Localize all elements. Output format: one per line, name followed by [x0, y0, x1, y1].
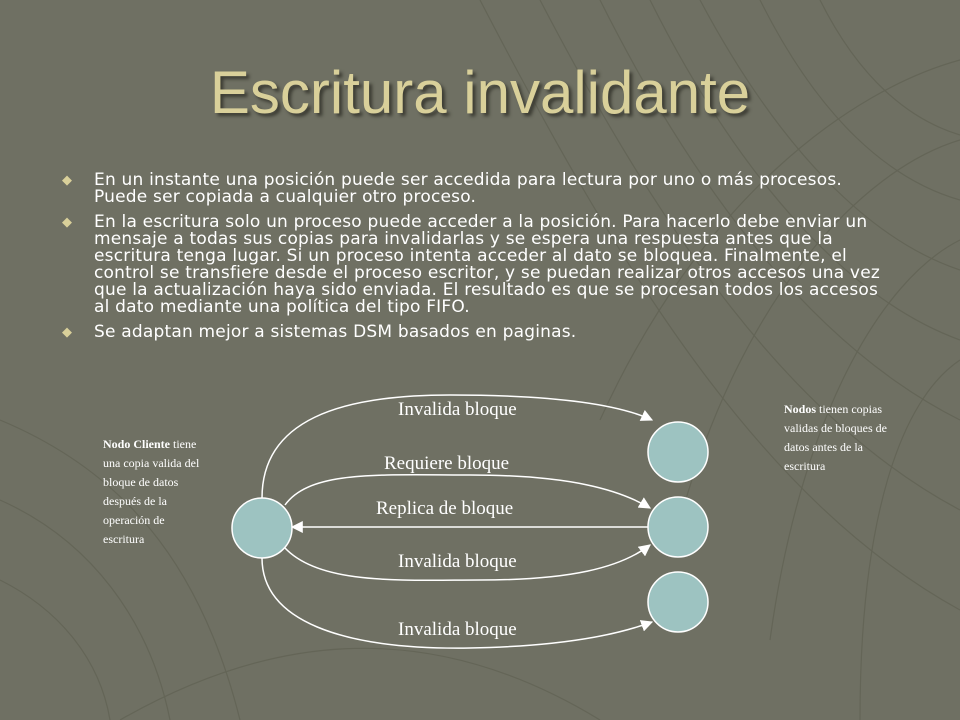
client-note-text: tiene una copia valida del bloque de datos después de la operación de escritura: [103, 437, 200, 546]
bullet-text: En la escritura solo un proceso puede acceder a la posición. Para hacerlo debe enviar un mensaje a todas sus copias para invalidarlas y se espera una respuesta antes que la escritura tenga lugar. Si un proceso intenta acceder al dato se bloquea. Finalmente, el control se transfiere desde el proceso escritor, y se puedan realizar otros accesos una vez que la actualización haya sido enviada. El resultado es que se procesan todos los accesos al dato mediante una política del tipo FIFO.: [94, 212, 880, 317]
diamond-bullet-icon: ◆: [62, 325, 73, 340]
arrow-label-request: Requiere bloque: [384, 453, 510, 474]
arrow-label-invalidate-bottom: Invalida bloque: [398, 619, 517, 640]
copy-node-2: [648, 497, 708, 557]
arrow-label-replica: Replica de bloque: [376, 498, 514, 519]
copy-nodes-note: [784, 400, 896, 476]
nodes-note-bold: Nodos: [784, 402, 817, 416]
bullet-text: En un instante una posición puede ser accedida para lectura por uno o más procesos. Puede ser copiada a cualquier otro proceso.: [94, 170, 842, 207]
nodes-note-text: tienen copias validas de bloques de datos antes de la escritura: [784, 402, 887, 473]
client-node-note: [103, 435, 203, 549]
slide-title: Escritura invalidante: [209, 59, 751, 126]
client-note-bold: Nodo Cliente: [103, 437, 170, 451]
arrow-label-invalidate-top: Invalida bloque: [398, 399, 517, 420]
copy-node-3: [648, 572, 708, 632]
diamond-bullet-icon: ◆: [62, 215, 73, 230]
bullet-text: Se adaptan mejor a sistemas DSM basados en paginas.: [94, 322, 577, 342]
client-node: [232, 498, 292, 558]
arrow-label-invalidate-mid: Invalida bloque: [398, 551, 517, 572]
copy-node-1: [648, 422, 708, 482]
diamond-bullet-icon: ◆: [62, 173, 73, 188]
